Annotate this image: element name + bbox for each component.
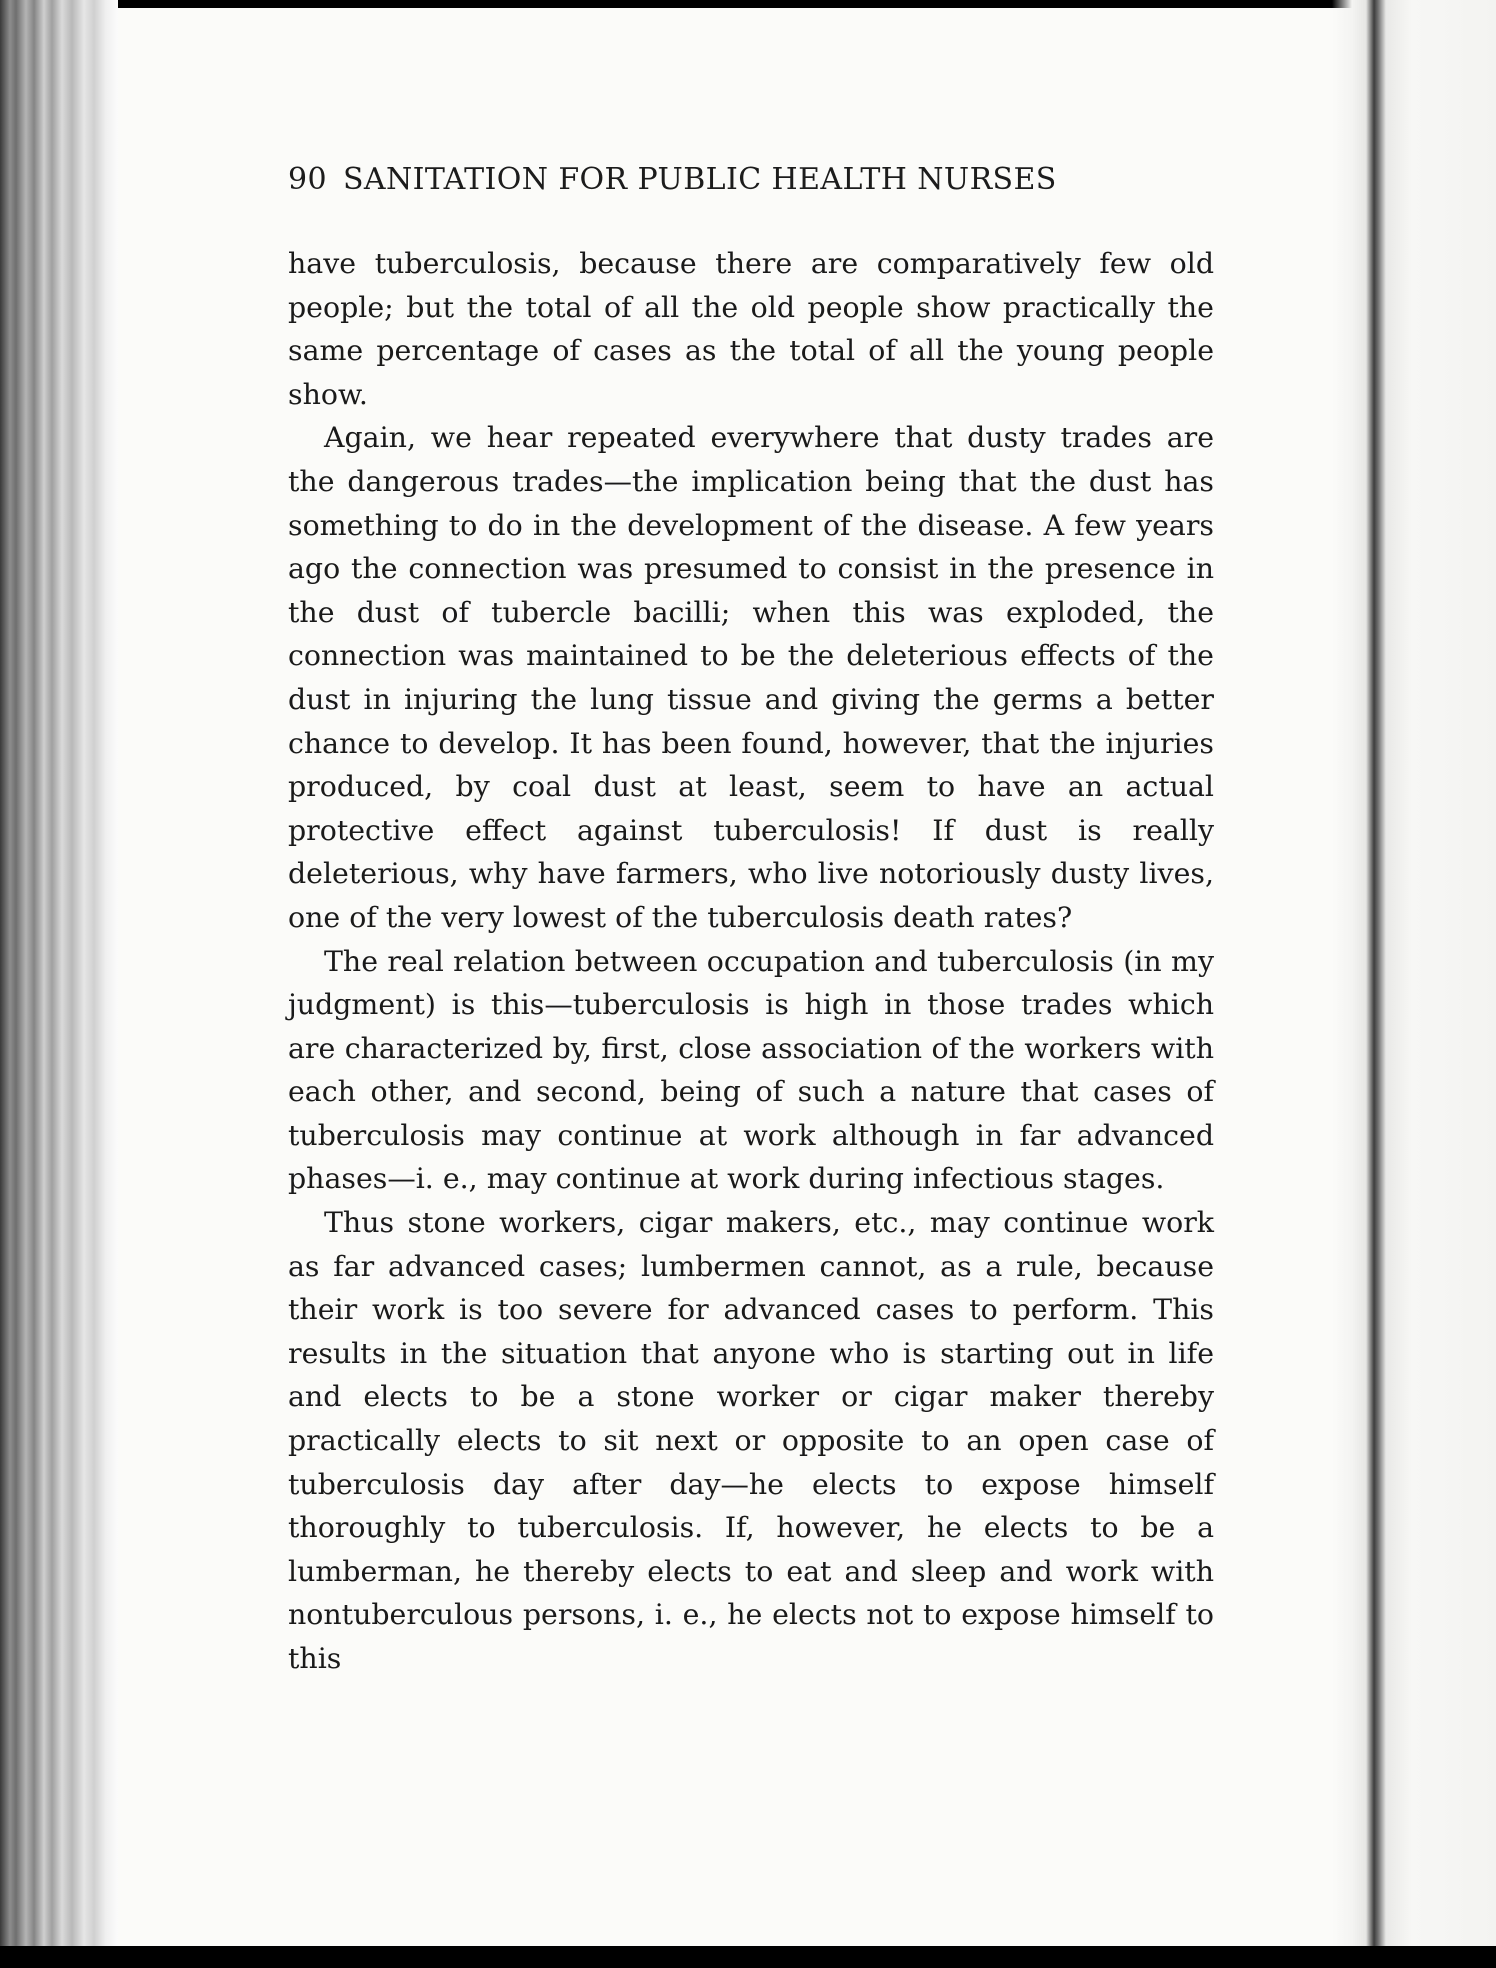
running-title: SANITATION FOR PUBLIC HEALTH NURSES xyxy=(342,162,1057,197)
body-text xyxy=(288,242,1214,1681)
page-content xyxy=(288,158,1214,1681)
paragraph-continued: have tuberculosis, because there are comparatively few old people; but the total of all the old people show practically the same percentage of cases as the total of all the young people show. xyxy=(288,247,1214,411)
book-gutter-shadow xyxy=(1332,0,1496,1968)
running-header xyxy=(288,158,1214,202)
paragraph-dusty-trades: Again, we hear repeated everywhere that dusty trades are the dangerous trades—the implication being that the dust has something to do in the development of the disease. A few years ago the connection was presumed to consist in the presence in the dust of tubercle bacilli; when this was exploded, the connection was maintained to be the deleterious effects of the dust in injuring the lung tissue and giving the germs a better chance to develop. It has been found, however, that the injuries produced, by coal dust at least, seem to have an actual protective effect against tuberculosis! If dust is really deleterious, why have farmers, who live notoriously dusty lives, one of the very lowest of the tuberculosis death rates? xyxy=(288,421,1214,934)
book-page-edges xyxy=(0,0,118,1968)
paragraph-stone-workers: Thus stone workers, cigar makers, etc., may continue work as far advanced cases; lumbermen cannot, as a rule, because their work is too severe for advanced cases to perform. This results in the situation that anyone who is starting out in life and elects to be a stone worker or cigar maker thereby practically elects to sit next or opposite to an open case of tuberculosis day after day—he elects to expose himself thoroughly to tuberculosis. If, however, he elects to be a lumberman, he thereby elects to eat and sleep and work with nontuberculous persons, i. e., he elects not to expose himself to this xyxy=(288,1206,1214,1675)
paragraph-occupation-relation: The real relation between occupation and tuberculosis (in my judgment) is this—tuberculosis is high in those trades which are characterized by, first, close association of the workers with each other, and second, being of such a nature that cases of tuberculosis may continue at work although in far advanced phases—i. e., may continue at work during infectious stages. xyxy=(288,944,1214,1196)
page-number: 90 xyxy=(288,162,327,197)
scan-bottom-border xyxy=(0,1946,1496,1968)
